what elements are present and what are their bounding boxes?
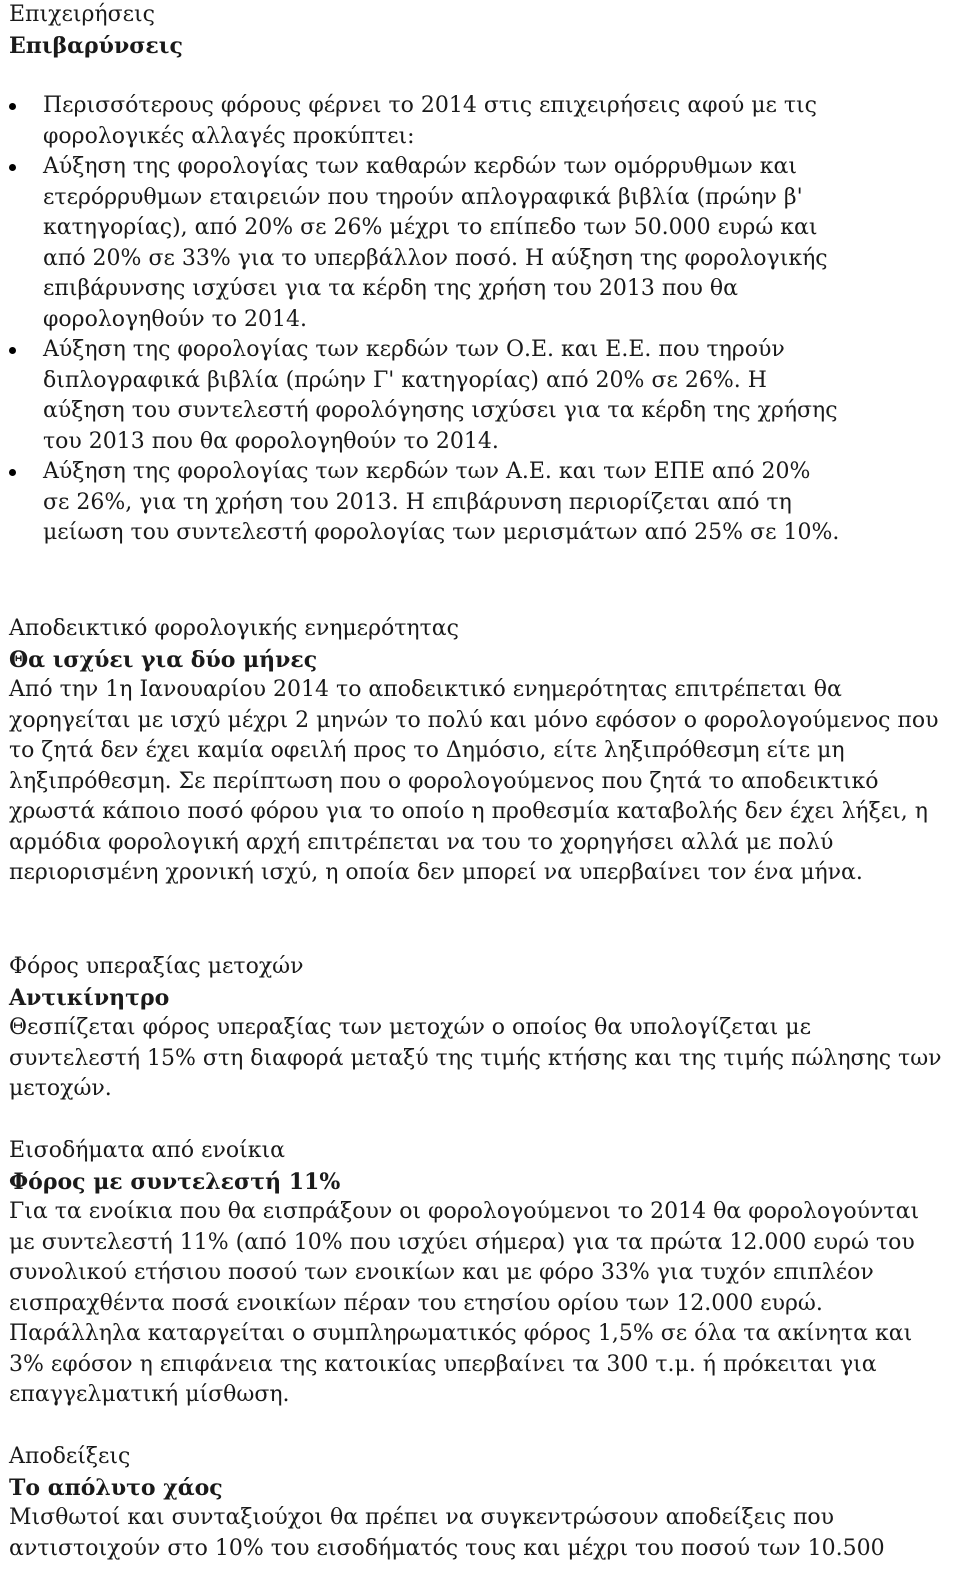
section-tax-clearance xyxy=(9,614,949,889)
section-rental-income xyxy=(9,1136,949,1411)
article-body xyxy=(9,0,949,1561)
section-heading: Αντικίνητρο xyxy=(9,984,170,1011)
section-heading: Φόρος με συντελεστή 11% xyxy=(9,1168,341,1195)
section-paragraph: Μισθωτοί και συνταξιούχοι θα πρέπει να συγκεντρώσουν αποδείξεις που αντιστοιχούν στο 10% του εισοδήματός τους και μέχρι του ποσού των 10.500 xyxy=(9,1505,885,1561)
section-heading: Επιβαρύνσεις xyxy=(9,32,183,59)
section-category: Φόρος υπεραξίας μετοχών xyxy=(9,954,304,979)
list-item: Αύξηση της φορολογίας των κερδών των Ο.Ε. και Ε.Ε. που τηρούν διπλογραφικά βιβλία (πρώην Γ' κατηγορίας) από 20% σε 26%. Η αύξηση του συντελεστή φορολόγησης ισχύσει για τα κέρδη της χρήσης του 2013 που θα φορολογηθούν το 2014. xyxy=(43,335,843,457)
section-heading: Θα ισχύει για δύο μήνες xyxy=(9,646,318,673)
section-category: Αποδεικτικό φορολογικής ενημερότητας xyxy=(9,616,459,641)
section-heading: Το απόλυτο χάος xyxy=(9,1474,223,1501)
section-capital-gains xyxy=(9,952,949,1105)
section-paragraph: Από την 1η Ιανουαρίου 2014 το αποδεικτικό ενημερότητας επιτρέπεται θα χορηγείται με ισχύ μέχρι 2 μηνών το πολύ και μόνο εφόσον ο φορολογούμενος που το ζητά δεν έχει καμία οφειλή προς το Δημόσιο, είτε ληξιπρόθεσμη είτε μη ληξιπρόθεσμη. Σε περίπτωση που ο φορολογούμενος που ζητά το αποδεικτικό χρωστά κάποιο ποσό φόρου για το οποίο η προθεσμία καταβολής δεν έχει λήξει, η αρμόδια φορολογική αρχή επιτρέπεται να του το χορηγήσει αλλά με πολύ περιορισμένη χρονική ισχύ, η οποία δεν μπορεί να υπερβαίνει τον ένα μήνα. xyxy=(9,677,939,885)
list-item: Αύξηση της φορολογίας των κερδών των Α.Ε. και των ΕΠΕ από 20% σε 26%, για τη χρήση του 2013. Η επιβάρυνση περιορίζεται από τη μείωση του συντελεστή φορολογίας των μερισμάτων από 25% σε 10%. xyxy=(43,457,843,549)
section-businesses xyxy=(9,0,949,549)
section-category: Εισοδήματα από ενοίκια xyxy=(9,1138,285,1163)
section-category: Αποδείξεις xyxy=(9,1444,131,1469)
list-item: Περισσότερους φόρους φέρνει το 2014 στις επιχειρήσεις αφού με τις φορολογικές αλλαγές προκύπτει: xyxy=(43,91,843,152)
section-category: Επιχειρήσεις xyxy=(9,2,155,27)
section-receipts xyxy=(9,1442,949,1564)
bullet-list xyxy=(9,91,949,549)
section-paragraph: Θεσπίζεται φόρος υπεραξίας των μετοχών ο οποίος θα υπολογίζεται με συντελεστή 15% στη διαφορά μεταξύ της τιμής κτήσης και της τιμής πώλησης των μετοχών. xyxy=(9,1015,942,1101)
section-paragraph: Για τα ενοίκια που θα εισπράξουν οι φορολογούμενοι το 2014 θα φορολογούνται με συντελεστή 11% (από 10% που ισχύει σήμερα) για τα πρώτα 12.000 ευρώ του συνολικού ετήσιου ποσού των ενοικίων και με φόρο 33% για τυχόν επιπλέον εισπραχθέντα ποσά ενοικίων πέραν του ετησίου ορίου των 12.000 ευρώ. Παράλληλα καταργείται ο συμπληρωματικός φόρος 1,5% σε όλα τα ακίνητα και 3% εφόσον η επιφάνεια της κατοικίας υπερβαίνει τα 300 τ.μ. ή πρόκειται για επαγγελματική μίσθωση. xyxy=(9,1199,920,1407)
list-item: Αύξηση της φορολογίας των καθαρών κερδών των ομόρρυθμων και ετερόρρυθμων εταιρειών που τηρούν απλογραφικά βιβλία (πρώην β' κατηγορίας), από 20% σε 26% μέχρι το επίπεδο των 50.000 ευρώ και από 20% σε 33% για το υπερβάλλον ποσό. Η αύξηση της φορολογικής επιβάρυνσης ισχύσει για τα κέρδη της χρήση του 2013 που θα φορολογηθούν το 2014. xyxy=(43,152,843,335)
